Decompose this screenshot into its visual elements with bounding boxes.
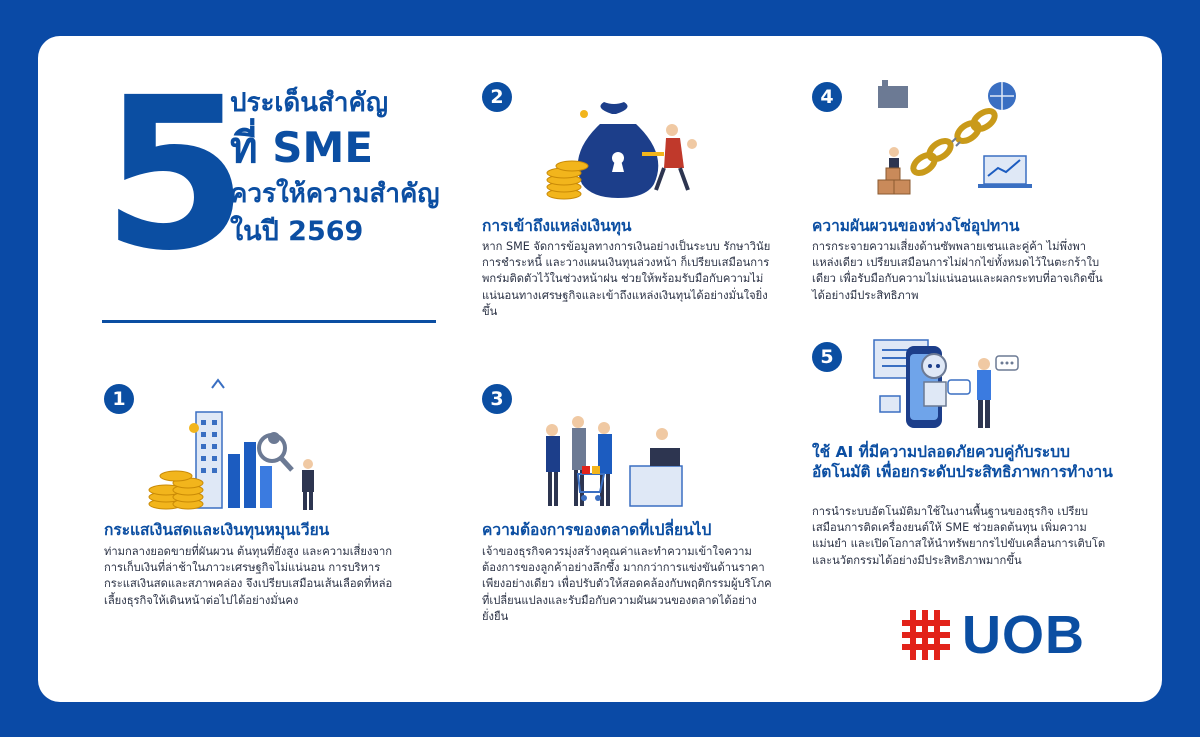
section-4-body: การกระจายความเสี่ยงด้านซัพพลายเชนและคู่ค้า ไม่พึ่งพาแหล่งเดียว เปรียบเสมือนการไม่ฝากไข่ทั้งหมดไว้ในตะกร้าใบเดียว เพื่อรับมือกับความไม่แน่นอนและผลกระทบที่อาจเกิดขึ้นได้อย่างมีประสิทธิภาพ [812, 240, 1103, 302]
page-title [230, 86, 470, 252]
uob-wordmark: UOB [962, 605, 1085, 665]
big-number-five: 5 [102, 52, 249, 297]
uob-logo-mark-icon [900, 608, 956, 662]
section-1-body: ท่ามกลางยอดขายที่ผันผวน ต้นทุนที่ยังสูง และความเสี่ยงจากการเก็บเงินที่ล่าช้าในภาวะเศรษฐกิจไม่แน่นอน การบริหารกระแสเงินสดและสภาพคล่อง จึงเปรียบเสมือนเส้นเลือดที่หล่อเลี้ยงธุรกิจให้เดินหน้าต่อไปได้อย่างมั่นคง [104, 545, 393, 607]
title-line-3: ควรให้ความสำคัญ [230, 179, 440, 209]
market-illustration [538, 404, 688, 514]
section-3-title: ความต้องการของตลาดที่เปลี่ยนไป [482, 521, 712, 539]
uob-logo [900, 605, 1090, 665]
section-1-number: 1 [104, 384, 134, 414]
section-5-body: การนำระบบอัตโนมัติมาใช้ในงานพื้นฐานของธุรกิจ เปรียบเสมือนการติดเครื่องยนต์ให้ SME ช่วยลดต้นทุน เพิ่มความแม่นยำ และเปิดโอกาสให้นำทรัพยากรไปขับเคลื่อนการเติบโตและนวัตกรรมได้อย่างมีประสิทธิภาพมากขึ้น [812, 505, 1106, 567]
section-3-number: 3 [482, 384, 512, 414]
section-2-body: หาก SME จัดการข้อมูลทางการเงินอย่างเป็นระบบ รักษาวินัยการชำระหนี้ และวางแผนเงินทุนล่วงหน้า ก็เปรียบเสมือนการพกร่มติดตัวไว้ในช่วงหน้าฝน ช่วยให้พร้อมรับมือกับความไม่แน่นอนทางเศรษฐกิจและเข้าถึงแหล่งเงินทุนได้อย่างมั่นใจยิ่งขึ้น [482, 240, 771, 318]
title-line-4: ในปี 2569 [230, 216, 364, 247]
section-1-title: กระแสเงินสดและเงินทุนหมุนเวียน [104, 521, 330, 539]
ai-automation-illustration [872, 336, 1022, 434]
section-3-body: เจ้าของธุรกิจควรมุ่งสร้างคุณค่าและทำความเข้าใจความต้องการของลูกค้าอย่างลึกซึ้ง มากกว่าการแข่งขันด้านราคาเพียงอย่างเดียว เพื่อปรับตัวให้สอดคล้องกับพฤติกรรมผู้บริโภคที่เปลี่ยนแปลงและรับมือกับความผันผวนของตลาดได้อย่างยั่งยืน [482, 545, 772, 623]
section-5-title: ใช้ AI ที่มีความปลอดภัยควบคู่กับระบบอัตโนมัติ เพื่อยกระดับประสิทธิภาพการทำงาน [812, 443, 1113, 481]
title-divider [102, 320, 436, 323]
section-2-title: การเข้าถึงแหล่งเงินทุน [482, 217, 632, 235]
cashflow-illustration [146, 376, 316, 512]
section-2-number: 2 [482, 82, 512, 112]
title-line-2: ที่ SME [230, 123, 374, 172]
supply-chain-illustration [872, 76, 1032, 202]
section-4-title: ความผันผวนของห่วงโซ่อุปทาน [812, 217, 1020, 235]
section-4-number: 4 [812, 82, 842, 112]
section-5-number: 5 [812, 342, 842, 372]
infographic-card [38, 36, 1162, 702]
title-line-1: ประเด็นสำคัญ [230, 88, 388, 118]
funding-illustration [542, 100, 702, 200]
